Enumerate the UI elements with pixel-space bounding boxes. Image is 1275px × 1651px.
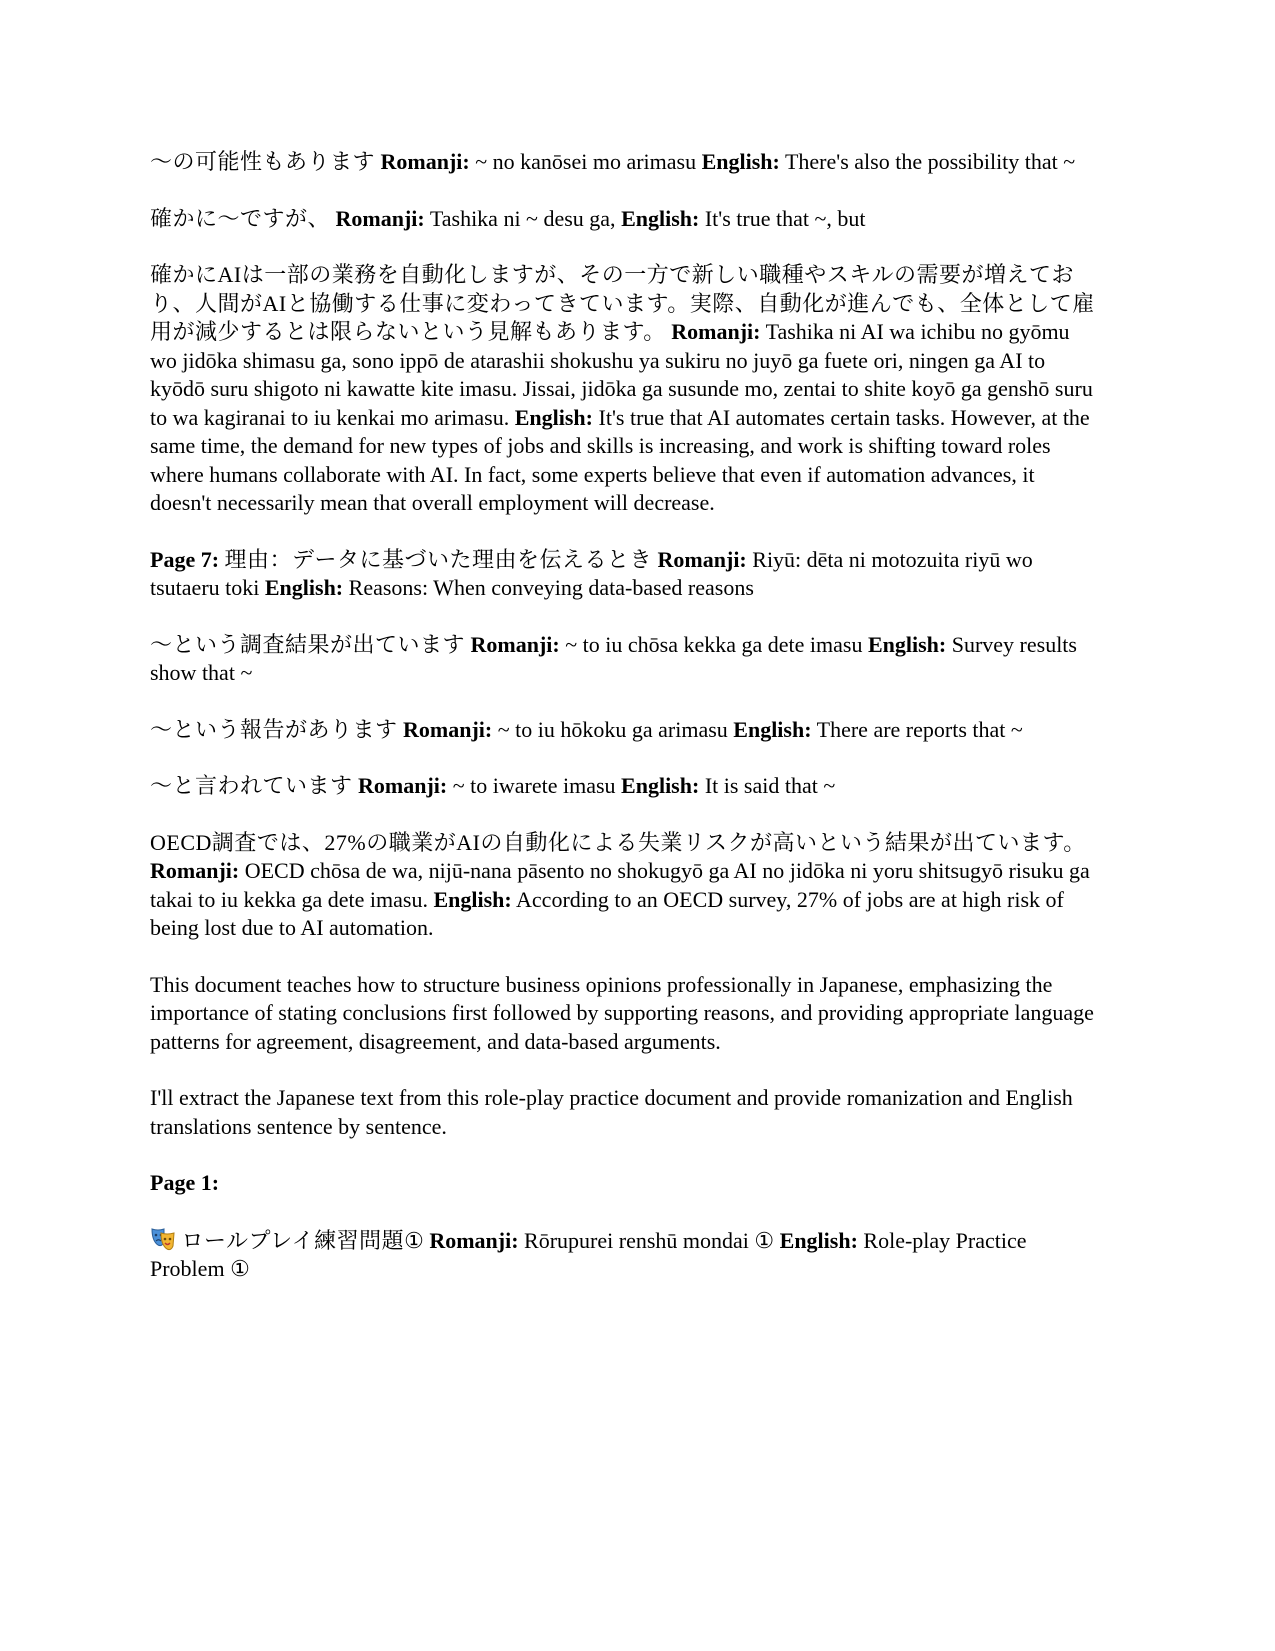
romanji-label: Romanji:	[358, 773, 448, 798]
romanji-text: ~ to iwarete imasu	[452, 773, 616, 798]
english-text: It is said that ~	[704, 773, 836, 798]
romanji-text: ~ to iu chōsa kekka ga dete imasu	[565, 631, 863, 657]
entry-0	[150, 148, 1095, 177]
romanji-label: Romanji:	[657, 546, 747, 572]
english-label: English:	[264, 575, 344, 600]
english-label: English:	[621, 205, 700, 231]
english-label: English:	[621, 773, 700, 798]
entry-5	[150, 716, 1095, 745]
summary-paragraph: This document teaches how to structure business opinions professionally in Japanese, emphasizing the importance of stating conclusions first followed by supporting reasons, and providing appropriate language patterns for agreement, disagreement, and data-based arguments.	[150, 971, 1094, 1054]
romanji-label: Romanji:	[403, 716, 493, 742]
entry-roleplay	[150, 1226, 1095, 1284]
page-1-heading	[150, 1169, 1095, 1198]
japanese-text: 〜という調査結果が出ています	[150, 631, 466, 657]
entry-4	[150, 631, 1095, 688]
english-text: There are reports that ~	[816, 716, 1023, 742]
japanese-text: 確かにAIは一部の業務を自動化しますが、その一方で新しい職種やスキルの需要が増えており、人間がAIと協働する仕事に変わってきています。実際、自動化が進んでも、全体として雇用が減少するとは限らないという見解もあります。	[150, 262, 1095, 344]
romanji-label: Romanji:	[470, 631, 560, 657]
english-text: According to an OECD survey, 27% of jobs are at high risk of being lost due to AI automation.	[150, 886, 1064, 940]
english-text: Role-play Practice Problem	[150, 1227, 1027, 1281]
romanji-label: Romanji:	[380, 149, 470, 174]
japanese-text: 〜と言われています	[150, 773, 353, 798]
circled-number: ①	[230, 1256, 250, 1281]
page-label: Page 1:	[150, 1170, 220, 1195]
japanese-text: 理由：データに基づいた理由を伝えるとき	[224, 546, 653, 572]
intro-paragraph: I'll extract the Japanese text from this role-play practice document and provide romanization and English translations sentence by sentence.	[150, 1085, 1073, 1139]
romanji-label: Romanji:	[150, 858, 240, 883]
circled-number: ①	[754, 1227, 775, 1253]
japanese-text: 〜という報告があります	[150, 716, 398, 742]
entry-7	[150, 829, 1095, 943]
english-text: Survey results show that ~	[150, 631, 1077, 685]
entry-2	[150, 261, 1095, 518]
performing-arts-mask-icon	[150, 1226, 176, 1252]
japanese-text: ロールプレイ練習問題	[181, 1227, 405, 1253]
romanji-text: Tashika ni ~ desu ga,	[429, 205, 616, 231]
english-label: English:	[779, 1227, 858, 1253]
english-label: English:	[514, 404, 593, 430]
romanji-text: Riyū: dēta ni motozuita riyū wo tsutaeru toki	[150, 546, 1033, 600]
english-label: English:	[701, 149, 780, 174]
circled-number: ①	[404, 1227, 424, 1253]
romanji-label: Romanji:	[429, 1227, 519, 1253]
entry-6	[150, 772, 1095, 801]
english-text: It's true that ~, but	[704, 205, 866, 231]
entry-3	[150, 546, 1095, 603]
romanji-text: Tashika ni AI wa ichibu no gyōmu wo jidōka shimasu ga, sono ippō de atarashii shokushu ya sukiru no juyō ga fuete ori, ningen ga AI to kyōdō suru shigoto ni kawatte kite imasu. Jissai, jidōka ga susunde mo, zentai to shite koyō ga genshō suru to wa kagiranai to iu kenkai mo arimasu.	[150, 319, 1093, 430]
english-text: There's also the possibility that ~	[784, 149, 1076, 174]
romanji-text: ~ to iu hōkoku ga arimasu	[497, 716, 728, 742]
romanji-text: OECD chōsa de wa, nijū-nana pāsento no shokugyō ga AI no jidōka ni yoru shitsugyō risuku ga takai to iu kekka ga dete imasu.	[150, 858, 1090, 912]
romanji-label: Romanji:	[671, 319, 761, 344]
japanese-text: OECD調査では、27%の職業がAIの自動化による失業リスクが高いという結果が出ています。	[150, 829, 1086, 855]
english-label: English:	[433, 886, 512, 912]
page-label: Page 7:	[150, 546, 220, 572]
japanese-text: 確かに〜ですが、	[150, 205, 331, 231]
romanji-text: ~ no kanōsei mo arimasu	[475, 149, 697, 174]
romanji-label: Romanji:	[335, 205, 425, 231]
english-text: Reasons: When conveying data-based reasons	[348, 575, 754, 600]
english-label: English:	[867, 631, 947, 657]
romanji-text: Rōrupurei renshū mondai	[524, 1227, 749, 1253]
english-text: It's true that AI automates certain tasks. However, at the same time, the demand for new types of jobs and skills is increasing, and work is shifting toward roles where humans collaborate with AI. In fact, some experts believe that even if automation advances, it doesn't necessarily mean that overall employment will decrease.	[150, 404, 1090, 515]
english-label: English:	[733, 716, 812, 742]
entry-1	[150, 205, 1095, 234]
japanese-text: 〜の可能性もあります	[150, 149, 376, 174]
